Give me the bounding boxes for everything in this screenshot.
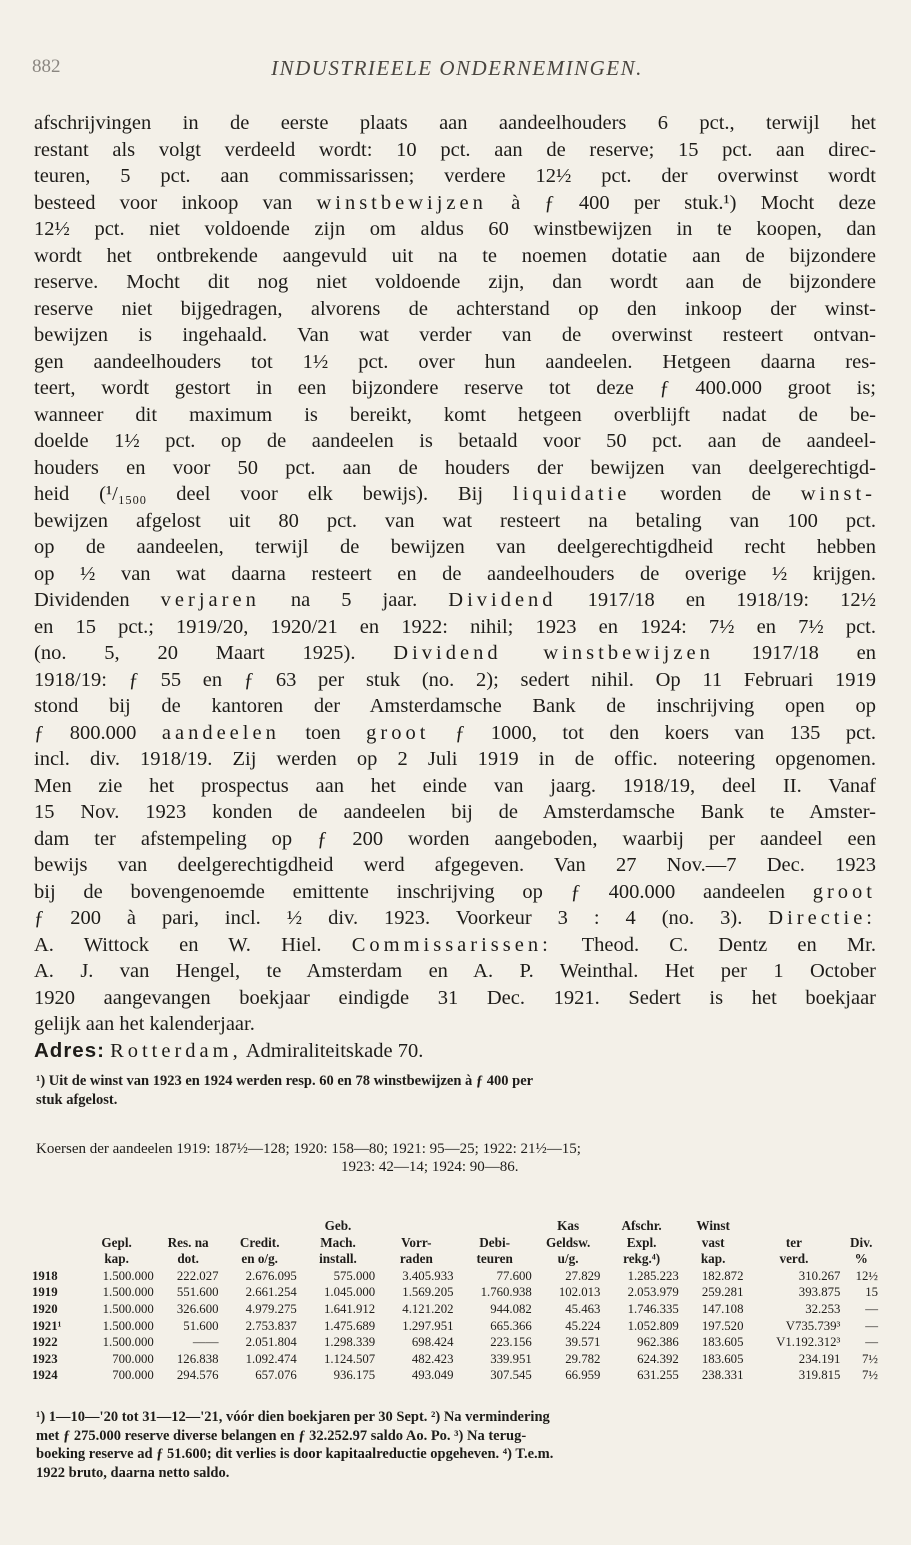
footnote-line: ¹) Uit de winst van 1923 en 1924 werden resp. 60 en 78 winstbewijzen à ƒ 400 per: [36, 1073, 534, 1089]
page-number: 882: [32, 56, 61, 77]
text-line: [34, 905, 876, 932]
column-header: kap.: [104, 1251, 129, 1267]
column-header: en o/g.: [241, 1251, 278, 1267]
text-line: [34, 534, 876, 561]
table-cell: 700.000: [112, 1368, 154, 1383]
table-cell: 259.281: [701, 1285, 744, 1300]
table-cell: 551.600: [176, 1285, 219, 1300]
financial-table: [30, 1218, 880, 1384]
text-run: worden de: [630, 483, 801, 505]
text-run: gelijk aan het kalenderjaar.: [34, 1013, 255, 1035]
column-header: Vorr-: [401, 1234, 432, 1250]
text-run: gen aandeelhouders tot 1½ pct. over hun aandeelen. Hetgeen daarna res-: [34, 350, 876, 373]
text-run: 12½ pct. niet voldoende zijn om aldus 60 winstbewijzen in te koopen, dan: [34, 218, 876, 240]
table-cell: —: [865, 1335, 878, 1350]
footnote: [36, 1072, 876, 1110]
column-header: Afschr.: [621, 1218, 662, 1233]
text-line: [34, 455, 876, 482]
text-line: [34, 932, 876, 959]
column-header: [745, 1218, 842, 1235]
table-header-row: [30, 1235, 880, 1252]
column-header: [30, 1218, 77, 1235]
table-row: [30, 1367, 880, 1384]
text-line: [34, 958, 876, 985]
text-run: bewijs van deelgerechtigdheid werd afgegeven. Van 27 Nov.—7 Dec. 1923: [34, 854, 876, 876]
text-line: [34, 799, 876, 826]
table-cell: 2.051.804: [245, 1335, 297, 1350]
spaced-term: verjaren: [160, 589, 260, 611]
table-cell: 657.076: [255, 1368, 297, 1383]
table-cell: 126.838: [176, 1351, 219, 1366]
table-cell: 307.545: [490, 1368, 532, 1383]
table-cell: 147.108: [701, 1301, 744, 1316]
text-line: [34, 110, 876, 137]
column-header: %: [854, 1251, 868, 1267]
table-cell: 1.045.000: [323, 1285, 376, 1300]
table-cell: 326.600: [176, 1301, 219, 1316]
column-header: teuren: [476, 1251, 513, 1267]
table-cell: 66.959: [565, 1368, 601, 1383]
text-line: [34, 720, 876, 747]
koersen-line: 1923: 42—14; 1924: 90—86.: [341, 1159, 519, 1175]
table-cell: 45.224: [565, 1318, 601, 1333]
table-cell: 1.760.938: [480, 1285, 532, 1300]
text-line: [34, 428, 876, 455]
text-line: [34, 481, 876, 508]
table-cell: 319.815: [798, 1368, 841, 1383]
table-cell: 339.951: [490, 1351, 532, 1366]
text-line: [34, 190, 876, 217]
table-cell: 1.500.000: [102, 1318, 154, 1333]
text-run: reserve. Mocht dit nog niet voldoende zijn, dan wordt aan de bijzondere: [34, 271, 876, 293]
text-line: [34, 693, 876, 720]
year-cell: 1920: [32, 1301, 58, 1316]
column-header: dot.: [177, 1251, 199, 1267]
column-header: u/g.: [557, 1251, 579, 1267]
text-run: 1917/18 en: [713, 642, 876, 664]
table-cell: 962.386: [637, 1335, 679, 1350]
column-header: Kas: [557, 1218, 580, 1233]
column-header: install.: [319, 1251, 357, 1267]
table-footnote-line: 1922 bruto, daarna netto saldo.: [36, 1464, 230, 1481]
table-cell: 1.569.205: [402, 1285, 454, 1300]
table-cell: 1.641.912: [323, 1301, 376, 1316]
text-line: [34, 985, 876, 1012]
table-cell: 197.520: [701, 1318, 744, 1333]
text-run: doelde 1½ pct. op de aandeelen is betaald voor 50 pct. aan de aandeel-: [34, 430, 876, 452]
table-footnote-line: met ƒ 275.000 reserve diverse belangen en ƒ 32.252.97 saldo Ao. Po. ³) Na terug-: [36, 1427, 527, 1444]
text-run: Admiraliteitskade 70.: [241, 1039, 424, 1062]
table-cell: 482.423: [411, 1351, 454, 1366]
text-run: incl. div. 1918/19. Zij werden op 2 Juli 1919 in de offic. noteering opgenomen.: [34, 748, 876, 770]
column-header: Div.: [850, 1234, 873, 1250]
year-cell: 1924: [32, 1368, 58, 1383]
text-run: à ƒ 400 per stuk.¹) Mocht deze: [486, 191, 876, 214]
column-header: Gepl.: [101, 1234, 132, 1250]
text-line: [34, 137, 876, 164]
text-run: op de aandeelen, terwijl de bewijzen van deelgerechtigdheid recht hebben: [34, 536, 876, 558]
text-run: A. Wittock en W. Hiel.: [34, 933, 352, 956]
table-footnote-line: boeking reserve ad ƒ 51.600; dit verlies is door kapitaalreductie opgeheven. ⁴) T.e.m.: [36, 1446, 554, 1462]
text-line: [34, 508, 876, 535]
text-line: [34, 1011, 876, 1038]
table-cell: 1.475.689: [323, 1318, 376, 1333]
table-cell: 493.049: [411, 1368, 454, 1383]
text-line: [34, 322, 876, 349]
text-run: reserve niet bijgedragen, alvorens de achterstand op den inkoop der winst-: [34, 297, 876, 320]
spaced-term: winst-: [800, 483, 876, 505]
text-run: ƒ 200 à pari, incl. ½ div. 1923. Voorkeur 3 : 4 (no. 3).: [34, 907, 769, 929]
text-line: [34, 1038, 876, 1065]
text-line: [34, 746, 876, 773]
text-run: en 15 pct.; 1919/20, 1920/21 en 1922: nihil; 1923 en 1924: 7½ en 7½ pct.: [34, 615, 876, 638]
table-footnote-line: ¹) 1—10—'20 tot 31—12—'21, vóór dien boekjaren per 30 Sept. ²) Na vermindering: [36, 1409, 550, 1425]
table-cell: 4.121.202: [402, 1301, 454, 1316]
spaced-term: Dividend winstbewijzen: [393, 642, 714, 664]
text-run: besteed voor inkoop van: [34, 191, 317, 214]
text-run: (no. 5, 20 Maart 1925).: [34, 642, 394, 664]
spaced-term: aandeelen: [161, 721, 280, 744]
table-cell: 1.298.339: [323, 1335, 376, 1350]
text-line: [34, 587, 876, 614]
text-run: 15 Nov. 1923 konden de aandeelen bij de Amsterdamsche Bank te Amster-: [34, 801, 876, 823]
table-cell: V735.739³: [785, 1318, 841, 1333]
column-header: Geb.: [324, 1218, 352, 1233]
table-cell: 936.175: [333, 1368, 376, 1383]
year-cell: 1918: [32, 1268, 58, 1283]
table-cell: 1.746.335: [627, 1301, 679, 1316]
spaced-term: winstbewijzen: [316, 191, 487, 214]
text-run: wanneer dit maximum is bereikt, komt hetgeen overblijft nadat de be-: [34, 403, 876, 426]
table-cell: 1.124.507: [323, 1351, 376, 1366]
column-header: ter: [785, 1234, 802, 1250]
table-cell: 1.500.000: [102, 1301, 154, 1316]
table-cell: —: [865, 1318, 878, 1333]
spaced-term: Directie:: [768, 907, 876, 929]
table-cell: 183.605: [701, 1351, 744, 1366]
table-cell: 1.285.223: [627, 1268, 679, 1283]
text-run: stond bij de kantoren der Amsterdamsche Bank de inschrijving open op: [34, 695, 876, 717]
table-cell: 27.829: [565, 1268, 601, 1283]
table-cell: 29.782: [565, 1351, 601, 1366]
spaced-term: liquidatie: [512, 483, 631, 505]
table-cell: 238.331: [701, 1368, 744, 1383]
text-run: Dividenden: [34, 589, 161, 611]
text-run: ƒ 1000, tot den koers van 135 pct.: [429, 721, 877, 744]
table-cell: 234.191: [798, 1351, 841, 1366]
table-cell: 700.000: [112, 1351, 154, 1366]
column-header: verd.: [779, 1251, 809, 1267]
text-line: [34, 826, 876, 853]
koersen-paragraph: [36, 1140, 876, 1176]
year-cell: 1921¹: [32, 1318, 62, 1333]
table-cell: 2.753.837: [245, 1318, 297, 1333]
table-cell: 310.267: [798, 1268, 841, 1283]
body-text: [34, 110, 876, 1064]
table-cell: 665.366: [490, 1318, 532, 1333]
text-line: [34, 640, 876, 667]
column-header: [221, 1218, 299, 1235]
table-row: [30, 1268, 880, 1285]
text-run: heid (¹/₁₅₀₀ deel voor elk bewijs). Bij: [34, 483, 513, 505]
table-cell: 1.297.951: [402, 1318, 454, 1333]
table-row: [30, 1318, 880, 1335]
column-header: [30, 1235, 77, 1252]
text-run: houders en voor 50 pct. aan de houders der bewijzen van deelgerechtigd-: [34, 456, 876, 479]
text-line: [34, 163, 876, 190]
table-footnotes: [36, 1408, 876, 1482]
table-row: [30, 1334, 880, 1351]
table-cell: ——: [192, 1335, 219, 1350]
text-run: bewijzen is ingehaald. Van wat verder van de overwinst resteert ontvan-: [34, 324, 876, 346]
column-header: Expl.: [626, 1234, 657, 1250]
spaced-term: Dividend: [448, 589, 557, 611]
address-label: Adres:: [34, 1038, 105, 1062]
text-run: 1920 aangevangen boekjaar eindigde 31 Dec. 1921. Sedert is het boekjaar: [34, 986, 876, 1009]
text-run: Theod. C. Dentz en Mr.: [551, 933, 876, 956]
table-cell: 77.600: [496, 1268, 532, 1283]
column-header: [156, 1218, 221, 1235]
table-cell: V1.192.312³: [776, 1335, 841, 1350]
text-run: teert, wordt gestort in een bijzondere reserve tot deze ƒ 400.000 groot is;: [34, 377, 876, 399]
column-header: Credit.: [239, 1234, 280, 1250]
table-cell: 1.052.809: [627, 1318, 679, 1333]
table-cell: 294.576: [176, 1368, 219, 1383]
column-header: [30, 1251, 77, 1268]
text-run: bewijzen afgelost uit 80 pct. van wat resteert na betaling van 100 pct.: [34, 509, 876, 532]
text-line: [34, 269, 876, 296]
text-line: [34, 375, 876, 402]
text-run: teuren, 5 pct. aan commissarissen; verdere 12½ pct. der overwinst wordt: [34, 165, 876, 187]
column-header: kap.: [700, 1251, 726, 1267]
table-cell: 15: [865, 1285, 878, 1300]
table-cell: 32.253: [805, 1301, 841, 1316]
text-run: Men zie het prospectus aan het einde van jaarg. 1918/19, deel II. Vanaf: [34, 774, 876, 797]
text-line: [34, 243, 876, 270]
footnote-line: stuk afgelost.: [36, 1092, 118, 1108]
spaced-term: groot: [812, 880, 876, 903]
table-cell: 12½: [855, 1268, 878, 1283]
column-header: [377, 1218, 455, 1235]
table-cell: 102.013: [558, 1285, 601, 1300]
table-cell: 4.979.275: [245, 1301, 297, 1316]
text-line: [34, 852, 876, 879]
table-cell: 7½: [862, 1351, 878, 1366]
column-header: [455, 1218, 533, 1235]
table-cell: 944.082: [490, 1301, 532, 1316]
text-run: wordt het ontbrekende aangevuld uit na te noemen dotatie aan de bijzondere: [34, 244, 876, 267]
table-cell: 2.661.254: [245, 1285, 297, 1300]
text-run: bij de bovengenoemde emittente inschrijving op ƒ 400.000 aandeelen: [34, 880, 813, 903]
table-cell: 3.405.933: [402, 1268, 454, 1283]
text-line: [34, 773, 876, 800]
table-cell: 1.500.000: [102, 1268, 154, 1283]
table-row: [30, 1351, 880, 1368]
text-run: dam ter afstempeling op ƒ 200 worden aangeboden, waarbij per aandeel een: [34, 827, 876, 850]
column-header: Res. na: [167, 1234, 209, 1250]
text-run: restant als volgt verdeeld wordt: 10 pct. aan de reserve; 15 pct. aan direc-: [34, 138, 876, 161]
column-header: rekg.⁴): [623, 1251, 661, 1267]
table-cell: 631.255: [637, 1368, 679, 1383]
table-cell: 1.500.000: [102, 1285, 154, 1300]
text-run: 1918/19: ƒ 55 en ƒ 63 per stuk (no. 2); sedert nihil. Op 11 Februari 1919: [34, 668, 876, 691]
table-row: [30, 1284, 880, 1301]
text-line: [34, 879, 876, 906]
running-title: INDUSTRIEELE ONDERNEMINGEN.: [271, 56, 643, 80]
text-line: [34, 402, 876, 429]
table-header-row: [30, 1251, 880, 1268]
column-header: Winst: [696, 1218, 730, 1233]
table-cell: 575.000: [333, 1268, 376, 1283]
table-cell: 7½: [862, 1368, 878, 1383]
table-cell: 698.424: [411, 1335, 454, 1350]
text-run: afschrijvingen in de eerste plaats aan aandeelhouders 6 pct., terwijl het: [34, 112, 876, 134]
table-header-row: [30, 1218, 880, 1235]
column-header: [77, 1218, 155, 1235]
table-cell: 223.156: [490, 1335, 532, 1350]
column-header: vast: [701, 1234, 725, 1250]
spaced-term: groot: [366, 721, 430, 744]
table-cell: 393.875: [798, 1285, 841, 1300]
text-line: [34, 216, 876, 243]
table-cell: 222.027: [176, 1268, 219, 1283]
koersen-line: Koersen der aandeelen 1919: 187½—128; 1920: 158—80; 1921: 95—25; 1922: 21½—15;: [36, 1141, 581, 1157]
table-cell: 624.392: [637, 1351, 679, 1366]
column-header: raden: [399, 1251, 433, 1267]
year-cell: 1923: [32, 1351, 58, 1366]
table-cell: 1.500.000: [102, 1335, 154, 1350]
spaced-term: Commissarissen:: [351, 933, 552, 956]
text-line: [34, 296, 876, 323]
text-run: A. J. van Hengel, te Amsterdam en A. P. Weinthal. Het per 1 October: [34, 960, 876, 982]
column-header: Mach.: [320, 1234, 356, 1250]
text-run: ƒ 800.000: [34, 721, 162, 744]
table-cell: —: [865, 1301, 878, 1316]
page-header: [32, 56, 882, 86]
text-line: [34, 614, 876, 641]
table-row: [30, 1301, 880, 1318]
table-cell: 183.605: [701, 1335, 744, 1350]
column-header: Geldsw.: [545, 1234, 591, 1250]
year-cell: 1919: [32, 1285, 58, 1300]
table-cell: 2.676.095: [245, 1268, 297, 1283]
spaced-term: Rotterdam,: [110, 1039, 242, 1062]
text-run: op ½ van wat daarna resteert en de aandeelhouders de overige ½ krijgen.: [34, 562, 876, 585]
table-cell: 45.463: [565, 1301, 601, 1316]
table-cell: 2.053.979: [627, 1285, 679, 1300]
text-line: [34, 667, 876, 694]
table-cell: 182.872: [701, 1268, 744, 1283]
table-cell: 39.571: [565, 1335, 601, 1350]
text-line: [34, 561, 876, 588]
year-cell: 1922: [32, 1335, 58, 1350]
text-run: toen: [279, 721, 367, 744]
text-run: 1917/18 en 1918/19: 12½: [556, 589, 876, 611]
text-run: na 5 jaar.: [259, 589, 449, 611]
table-cell: 51.600: [183, 1318, 219, 1333]
text-line: [34, 349, 876, 376]
column-header: Debi-: [479, 1234, 511, 1250]
table-cell: 1.092.474: [245, 1351, 297, 1366]
